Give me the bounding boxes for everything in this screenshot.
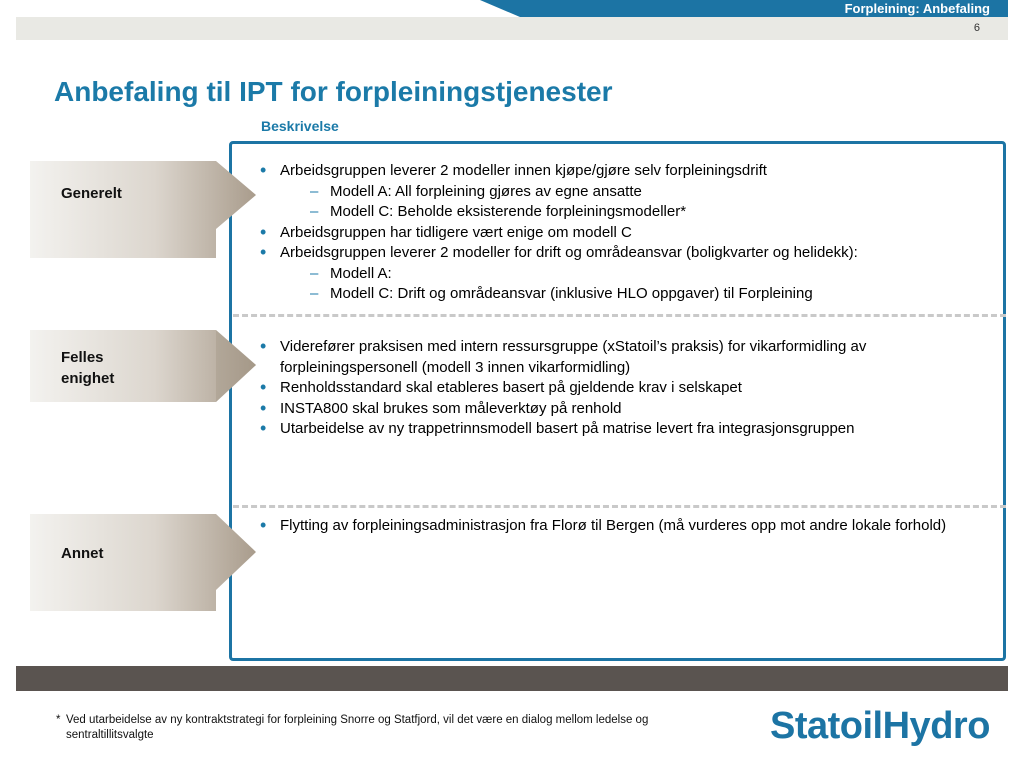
bullet-item: • Utarbeidelse av ny trappetrinnsmodell basert på matrise levert fra integrasjonsgruppen bbox=[258, 419, 998, 440]
footer-band bbox=[16, 666, 1008, 691]
label-felles-enighet bbox=[30, 305, 256, 402]
footnote bbox=[56, 713, 736, 743]
label-annet-text: Annet bbox=[61, 545, 104, 562]
sub-bullet-item: – Modell A: bbox=[258, 264, 998, 285]
bullet-item: • Arbeidsgruppen leverer 2 modeller for drift og områdeansvar (boligkvarter og helidekk): bbox=[258, 243, 998, 264]
page-title: Anbefaling til IPT for forpleiningstjenester bbox=[54, 76, 613, 107]
bullet-item: • Arbeidsgruppen leverer 2 modeller innen kjøpe/gjøre selv forpleiningsdrift bbox=[258, 161, 998, 182]
label-generelt bbox=[30, 161, 256, 258]
page-number: 6 bbox=[973, 22, 980, 34]
label-annet bbox=[30, 514, 256, 611]
section-tab-label: Forpleining: Anbefaling bbox=[844, 1, 990, 16]
footnote-text: Ved utarbeidelse av ny kontraktstrategi for forpleining Snorre og Statfjord, vil det være en dialog mellom ledelse og sentraltillitsvalgte bbox=[66, 714, 649, 741]
label-generelt-text: Generelt bbox=[61, 185, 122, 202]
header-band bbox=[16, 17, 1008, 40]
bullet-item: • Arbeidsgruppen har tidligere vært enige om modell C bbox=[258, 223, 998, 244]
section-generelt bbox=[258, 161, 998, 305]
label-felles-line2: enighet bbox=[61, 370, 115, 387]
sub-bullet-item: – Modell A: All forpleining gjøres av egne ansatte bbox=[258, 182, 998, 203]
column-header: Beskrivelse bbox=[261, 118, 339, 134]
label-arrow-shape bbox=[30, 161, 256, 258]
bullet-item: • INSTA800 skal brukes som måleverktøy på renhold bbox=[258, 399, 998, 420]
bullet-item: • Flytting av forpleiningsadministrasjon fra Florø til Bergen (må vurderes opp mot andre lokale forhold) bbox=[258, 516, 998, 537]
sub-bullet-item: – Modell C: Drift og områdeansvar (inklusive HLO oppgaver) til Forpleining bbox=[258, 284, 998, 305]
section-tab bbox=[480, 0, 1008, 17]
footnote-mark: * bbox=[56, 714, 61, 726]
section-divider bbox=[233, 505, 1006, 508]
label-felles-line1: Felles bbox=[61, 349, 104, 366]
section-felles-enighet bbox=[258, 337, 998, 440]
bullet-item: • Renholdsstandard skal etableres basert på gjeldende krav i selskapet bbox=[258, 378, 998, 399]
bullet-item: • Viderefører praksisen med intern ressursgruppe (xStatoil’s praksis) for vikarformidling av forpleiningspersonell (modell 3 innen vikarformidling) bbox=[258, 337, 998, 378]
section-annet bbox=[258, 516, 998, 537]
statoilhydro-logo: StatoilHydro bbox=[770, 705, 990, 747]
label-felles-enighet-text bbox=[61, 347, 114, 389]
section-divider bbox=[233, 314, 1006, 317]
sub-bullet-item: – Modell C: Beholde eksisterende forpleiningsmodeller* bbox=[258, 202, 998, 223]
